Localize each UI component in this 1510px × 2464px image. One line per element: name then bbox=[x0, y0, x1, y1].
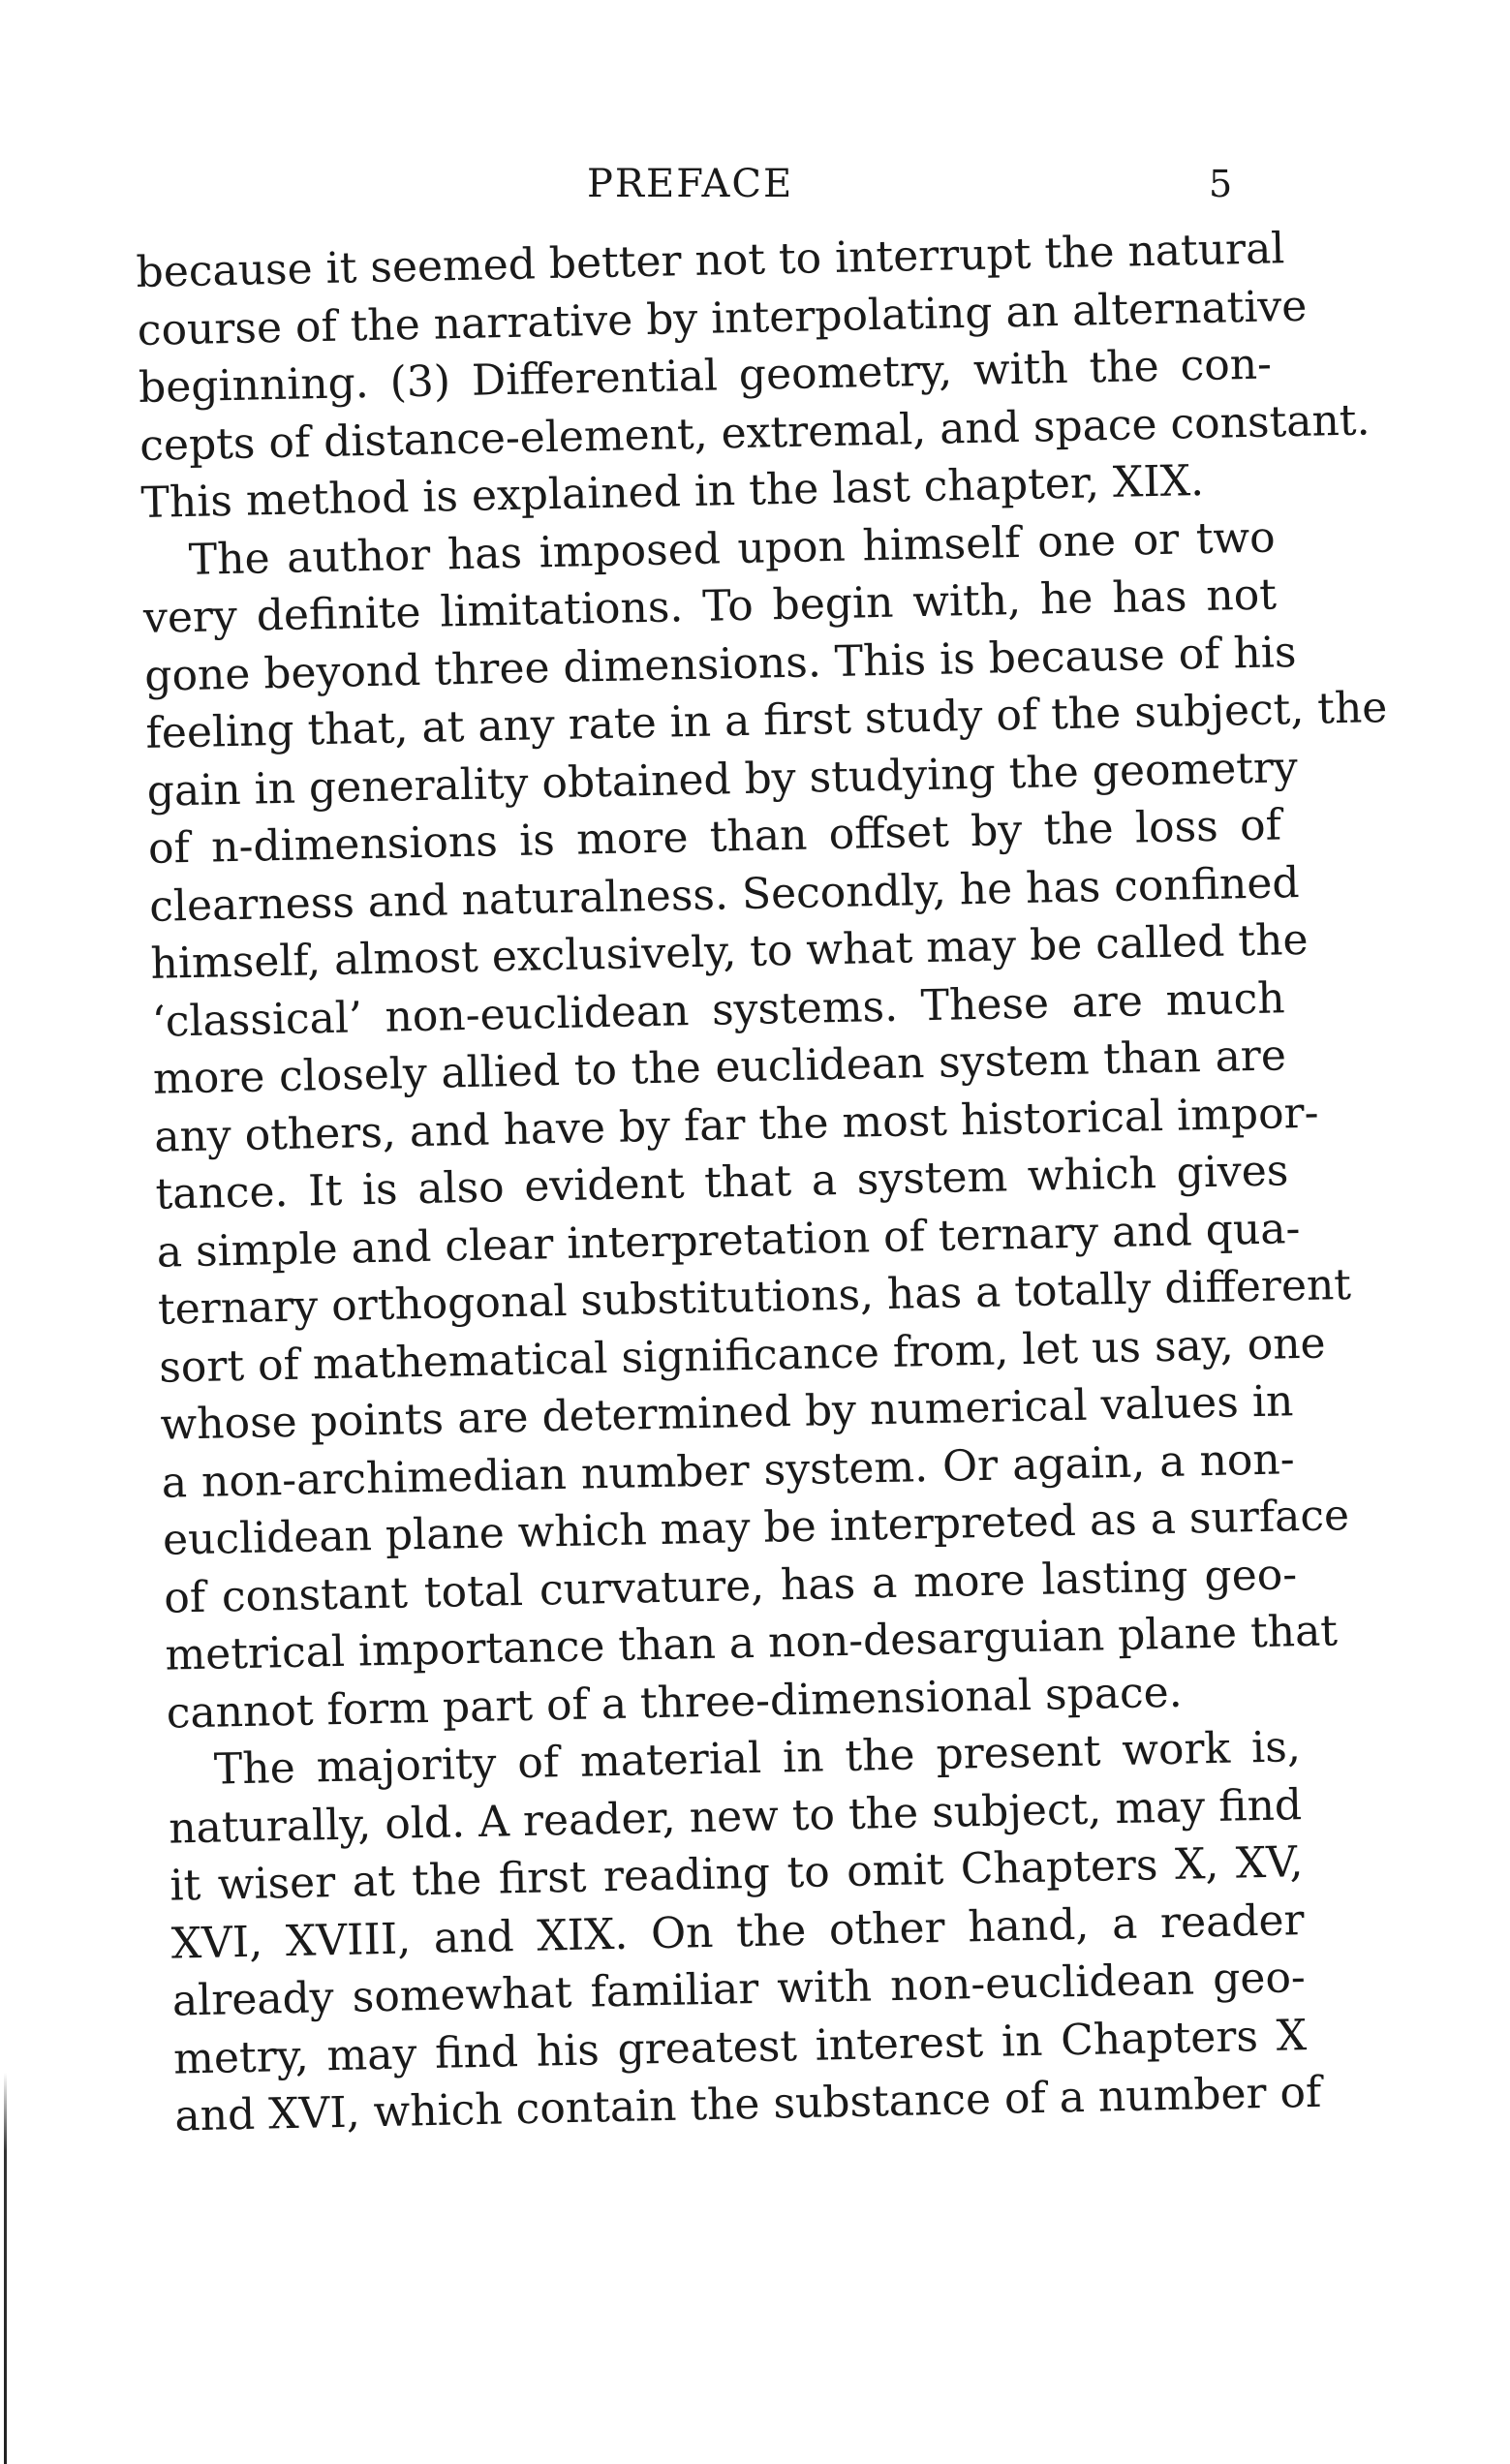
text-line: clearness and naturalness. Secondly, he has confined bbox=[148, 857, 1301, 932]
text-line: ‘classical’ non-euclidean systems. These are much bbox=[151, 972, 1286, 1047]
text-line: more closely allied to the euclidean system than are bbox=[152, 1031, 1287, 1104]
text-line: naturally, old. A reader, new to the subject, may find bbox=[168, 1779, 1303, 1854]
text-line: very definite limitations. To begin with, he has not bbox=[142, 570, 1278, 643]
text-line: gone beyond three dimensions. This is because of his bbox=[143, 627, 1297, 701]
text-line: metry, may find his greatest interest in Chapters X bbox=[172, 2010, 1308, 2084]
text-line: because it seemed better not to interrupt the natural bbox=[136, 224, 1285, 297]
text-line: cannot form part of a three-dimensional space. bbox=[166, 1667, 1184, 1739]
text-line: course of the narrative by interpolating an alternative bbox=[137, 281, 1308, 355]
text-line: cepts of distance-element, extremal, and space constant. bbox=[139, 394, 1371, 471]
text-line: himself, almost exclusively, to what may be called the bbox=[150, 914, 1309, 989]
running-head bbox=[0, 155, 1510, 213]
scan-edge-mark bbox=[4, 2073, 7, 2464]
text-line: a non-archimedian number system. Or again, a non- bbox=[161, 1433, 1296, 1508]
text-line: tance. It is also evident that a system which gives bbox=[155, 1146, 1289, 1219]
text-line: feeling that, at any rate in a first study of the subject, the bbox=[145, 683, 1388, 758]
text-line: beginning. (3) Differential geometry, with the con- bbox=[138, 339, 1273, 413]
text-line: The author has imposed upon himself one or two bbox=[188, 511, 1277, 585]
text-line: and XVI, which contain the substance of a number of bbox=[173, 2067, 1322, 2141]
text-line: of n-dimensions is more than offset by the loss of bbox=[147, 800, 1282, 874]
text-line: already somewhat familiar with non-euclidean geo- bbox=[171, 1953, 1307, 2026]
text-line: The majority of material in the present work is, bbox=[213, 1722, 1302, 1795]
text-line: ternary orthogonal substitutions, has a totally different bbox=[157, 1259, 1352, 1335]
text-line: This method is explained in the last chapter, XIX. bbox=[140, 455, 1205, 528]
text-line: gain in generality obtained by studying the geometry bbox=[146, 742, 1299, 816]
text-line: any others, and have by far the most historical impor- bbox=[153, 1088, 1319, 1162]
running-head-title: PREFACE bbox=[587, 162, 794, 206]
text-line: XVI, XVIII, and XIX. On the other hand, a reader bbox=[170, 1894, 1306, 1969]
text-line: whose points are determined by numerical values in bbox=[160, 1376, 1294, 1450]
text-line: sort of mathematical significance from, let us say, one bbox=[158, 1318, 1327, 1393]
body-text bbox=[136, 220, 1388, 2145]
text-line: euclidean plane which may be interpreted as a surface bbox=[162, 1491, 1350, 1565]
text-line: it wiser at the first reading to omit Chapters X, XV, bbox=[169, 1837, 1304, 1911]
text-line: of constant total curvature, has a more lasting geo- bbox=[163, 1549, 1298, 1623]
page-number: 5 bbox=[1209, 163, 1233, 205]
text-line: metrical importance than a non-desarguian plane that bbox=[164, 1606, 1339, 1680]
text-line: a simple and clear interpretation of ternary and qua- bbox=[156, 1203, 1301, 1278]
